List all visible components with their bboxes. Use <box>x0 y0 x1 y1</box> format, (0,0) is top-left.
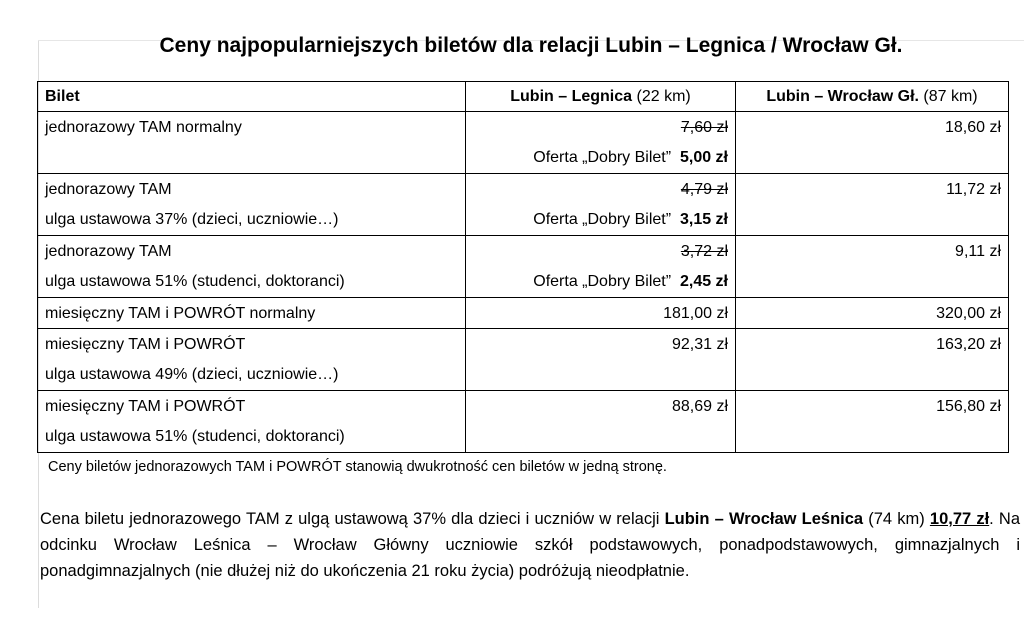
wroclaw-price-cell <box>736 329 1009 391</box>
table-row <box>38 112 1009 174</box>
legnica-price-cell <box>466 112 736 174</box>
table-row <box>38 329 1009 391</box>
ticket-cell <box>38 174 466 236</box>
offer-line <box>473 266 728 297</box>
wroclaw-price: 11,72 zł <box>946 181 1001 198</box>
header-lubin-wroclaw: Lubin – Wrocław Gł. (87 km) <box>736 82 1009 112</box>
wroclaw-price-cell <box>736 112 1009 174</box>
ticket-name: miesięczny TAM i POWRÓT <box>45 336 246 353</box>
table-row <box>38 174 1009 236</box>
legnica-price-cell <box>466 236 736 298</box>
ticket-discount: ulga ustawowa 37% (dzieci, uczniowie…) <box>45 211 339 228</box>
table-header-row <box>38 82 1009 112</box>
legnica-price-cell <box>466 329 736 391</box>
table-row <box>38 298 1009 329</box>
offer-label: Oferta „Dobry Bilet” <box>533 149 672 166</box>
ticket-name: jednorazowy TAM <box>45 243 172 260</box>
table-row <box>38 236 1009 298</box>
header-ticket: Bilet <box>38 82 466 112</box>
ticket-cell <box>38 112 466 174</box>
page-title: Ceny najpopularniejszych biletów dla relacji Lubin – Legnica / Wrocław Gł. <box>159 34 903 57</box>
wroclaw-price: 9,11 zł <box>955 243 1001 260</box>
paragraph-distance: (74 km) <box>863 510 930 528</box>
wroclaw-price-cell <box>736 236 1009 298</box>
table-footnote: Ceny biletów jednorazowych TAM i POWRÓT stanowią dwukrotność cen biletów w jedną stronę. <box>48 459 667 475</box>
paragraph-text-start: Cena biletu jednorazowego TAM z ulgą ustawową 37% dla dzieci i uczniów w relacji <box>40 510 665 528</box>
ticket-cell <box>38 236 466 298</box>
legnica-regular-price: 7,60 zł <box>680 119 728 136</box>
legnica-price: 92,31 zł <box>671 336 728 353</box>
ticket-cell <box>38 298 466 329</box>
ticket-discount <box>45 142 458 173</box>
paragraph-route: Lubin – Wrocław Leśnica <box>664 510 864 528</box>
paragraph-price: 10,77 zł <box>929 510 990 528</box>
offer-label: Oferta „Dobry Bilet” <box>533 273 672 290</box>
paragraph-text-end: . Na odcinku Wrocław Leśnica – Wrocław Główny uczniowie szkół podstawowych, ponadpodstawowych, gimnazjalnych i ponadgimnazjalnych (nie dłużej niż do ukończenia 21 roku życia) podróżują nieodpłatnie. <box>40 510 1020 580</box>
offer-line <box>473 204 728 235</box>
ticket-cell <box>38 329 466 391</box>
offer-price: 3,15 zł <box>679 211 728 228</box>
ticket-name: miesięczny TAM i POWRÓT <box>45 398 246 415</box>
ticket-discount: ulga ustawowa 51% (studenci, doktoranci) <box>45 428 345 445</box>
offer-price: 2,45 zł <box>679 273 728 290</box>
wroclaw-price: 18,60 zł <box>944 119 1001 136</box>
legnica-regular-price: 3,72 zł <box>680 243 728 260</box>
wroclaw-price-cell <box>736 391 1009 453</box>
ticket-discount: ulga ustawowa 49% (dzieci, uczniowie…) <box>45 366 339 383</box>
header-lubin-legnica: Lubin – Legnica (22 km) <box>466 82 736 112</box>
legnica-price-cell <box>466 391 736 453</box>
table-row <box>38 391 1009 453</box>
legnica-regular-price: 4,79 zł <box>680 181 728 198</box>
offer-line <box>473 142 728 173</box>
legnica-price: 88,69 zł <box>671 398 728 415</box>
legnica-price: 181,00 zł <box>663 305 728 322</box>
wroclaw-price: 156,80 zł <box>936 398 1001 415</box>
offer-price: 5,00 zł <box>679 149 728 166</box>
info-paragraph <box>40 506 1020 584</box>
offer-label: Oferta „Dobry Bilet” <box>533 211 672 228</box>
wroclaw-price: 163,20 zł <box>936 336 1001 353</box>
ticket-name: miesięczny TAM i POWRÓT normalny <box>45 305 316 322</box>
legnica-price-cell <box>466 174 736 236</box>
ticket-cell <box>38 391 466 453</box>
legnica-price-cell <box>466 298 736 329</box>
wroclaw-price-cell <box>736 298 1009 329</box>
ticket-name: jednorazowy TAM normalny <box>45 119 242 136</box>
ticket-discount: ulga ustawowa 51% (studenci, doktoranci) <box>45 273 345 290</box>
ticket-name: jednorazowy TAM <box>45 181 172 198</box>
wroclaw-price-cell <box>736 174 1009 236</box>
wroclaw-price: 320,00 zł <box>936 305 1001 322</box>
price-table <box>37 81 1009 453</box>
